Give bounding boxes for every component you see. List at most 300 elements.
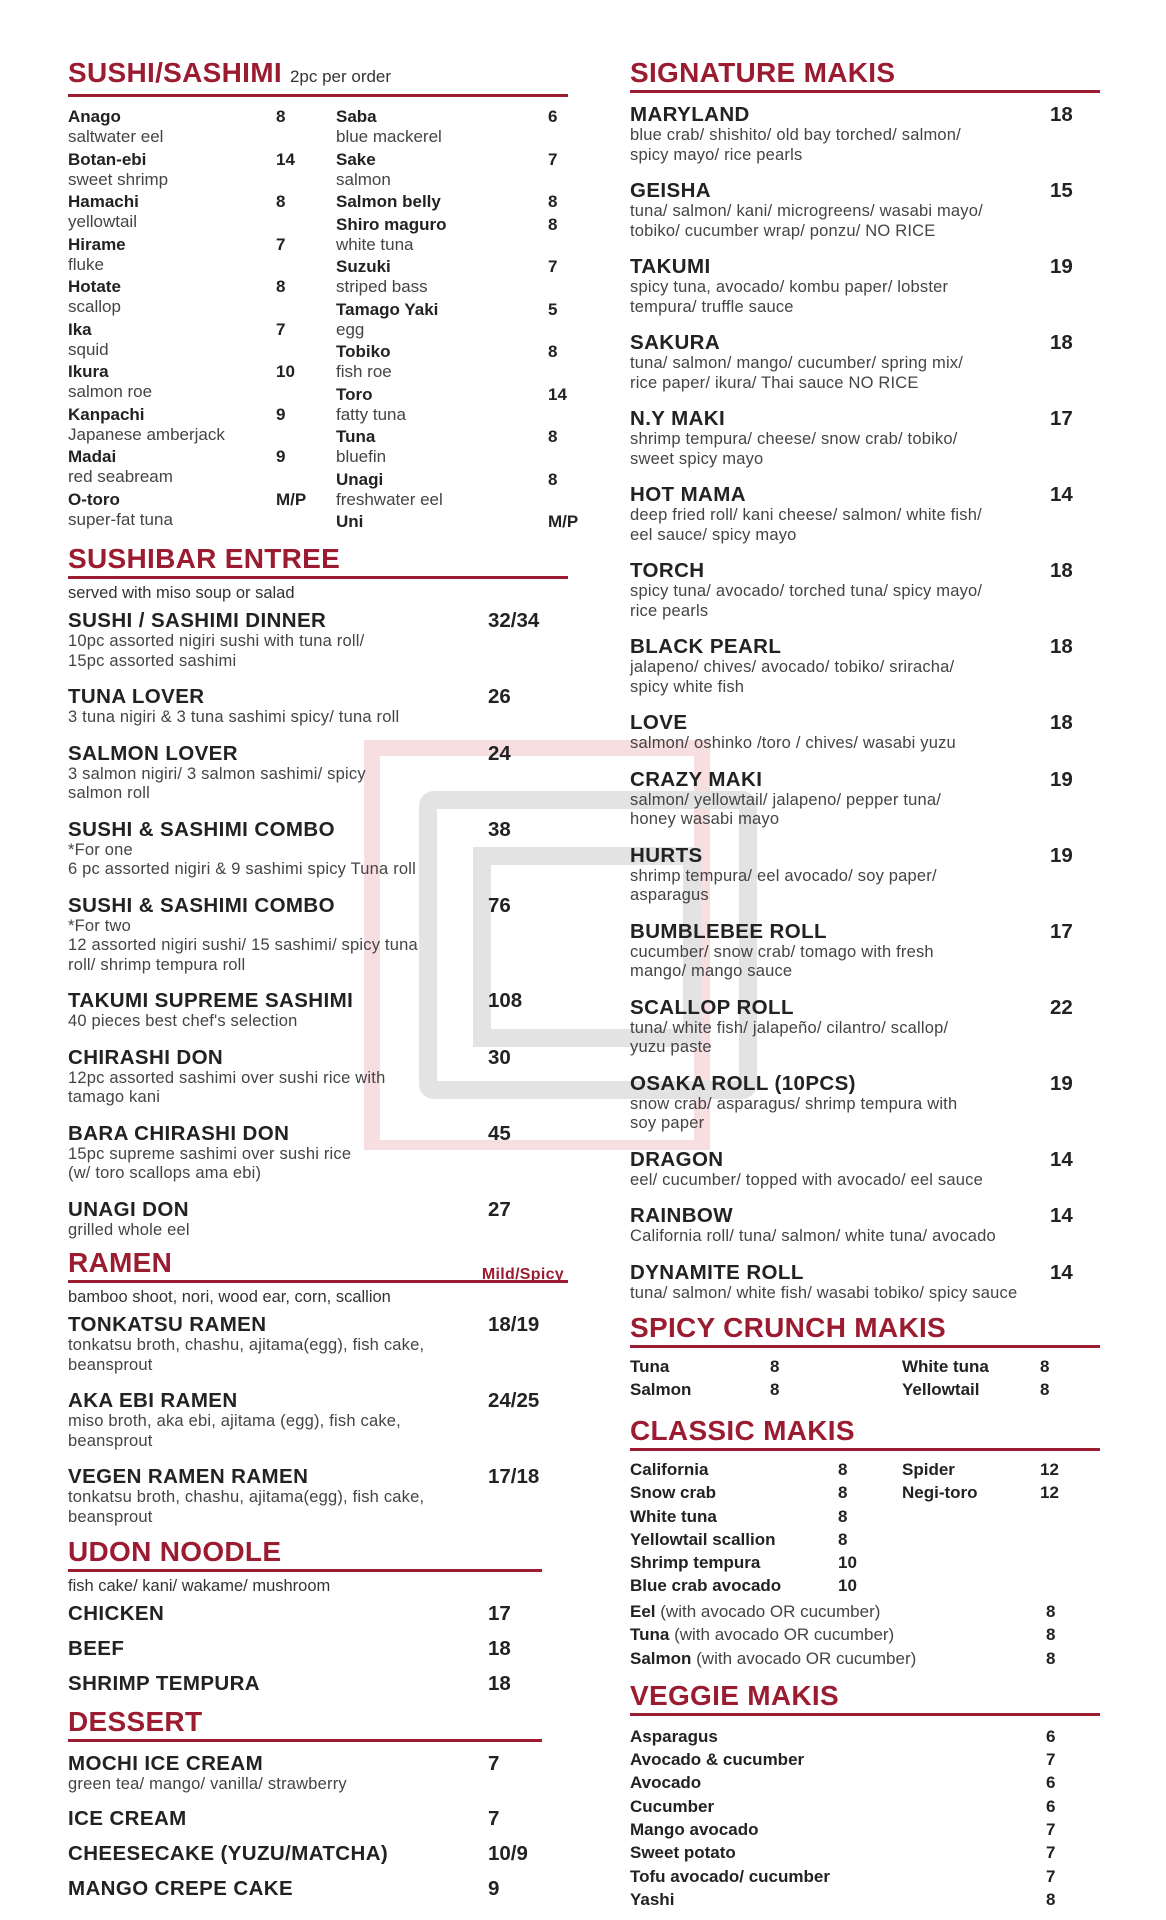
item-desc: fluke [68,254,104,274]
section-note: 2pc per order [289,67,392,86]
list-row [902,1482,1062,1505]
item-note: (with avocado OR cucumber) [691,1648,917,1668]
item-name: OSAKA ROLL (10PCS) [630,1071,856,1095]
menu-item [68,1122,568,1184]
menu-item [630,483,1100,545]
item-name: Avocado & cucumber [630,1750,805,1770]
item-name: Tuna [630,1357,670,1376]
item-price: 7 [1046,1820,1056,1840]
menu-item [68,685,568,728]
item-desc: striped bass [336,277,428,296]
item-price: 8 [770,1357,780,1376]
item-desc: blue crab/ shishito/ old bay torched/ salmon/ [630,126,961,144]
item-price: 76 [488,893,511,917]
menu-item [630,407,1100,469]
item-desc: yuzu paste [630,1038,712,1056]
section-subtitle: served with miso soup or salad [68,584,295,602]
menu-item [68,1465,568,1527]
item-name: Salmon belly [336,192,441,211]
sushi-item [336,512,580,535]
sushi-sashimi-section [68,57,579,532]
item-desc: tuna/ salmon/ kani/ microgreens/ wasabi mayo/ [630,202,983,220]
item-name: TAKUMI SUPREME SASHIMI [68,989,354,1012]
item-name: SUSHI & SASHIMI COMBO [68,817,335,841]
item-price: 8 [1040,1357,1050,1376]
item-name: Sweet potato [630,1843,736,1863]
item-desc: eel/ cucumber/ topped with avocado/ eel sauce [630,1170,983,1189]
item-name: Toro [336,384,373,404]
section-title: UDON NOODLE [68,1537,542,1572]
item-price: 14 [1050,483,1073,506]
list-row [630,1819,1062,1842]
item-desc: blue mackerel [336,127,442,146]
item-desc: *For two [68,916,132,935]
sushi-item [68,362,308,405]
menu-item [68,894,568,976]
item-name: O-toro [68,489,120,509]
item-price: 7 [1046,1750,1056,1770]
item-name: AKA EBI RAMEN [68,1389,238,1412]
item-name: CHEESECAKE (YUZU/MATCHA) [68,1841,389,1865]
item-price: 15 [1050,179,1073,202]
item-price: 6 [548,107,558,126]
item-price: 8 [1046,1889,1056,1909]
dessert-list [68,1752,542,1900]
item-price: 32/34 [488,609,540,632]
item-desc: 3 salmon nigiri/ 3 salmon sashimi/ spicy [68,764,366,783]
item-price: 10/9 [488,1841,528,1865]
item-desc: rice paper/ ikura/ Thai sauce NO RICE [630,373,919,392]
item-name: Shrimp tempura [630,1553,761,1573]
item-desc: asparagus [630,886,709,904]
item-price: 10 [276,362,295,381]
item-name: Suzuki [336,257,391,276]
list-row [630,1552,857,1575]
item-price: 17/18 [488,1465,540,1488]
item-name: RAINBOW [630,1204,734,1227]
menu-item [68,609,568,671]
spicy-crunch-section [630,1313,1100,1406]
item-price: 6 [1046,1726,1056,1746]
item-desc: tuna/ salmon/ white fish/ wasabi tobiko/ spicy sauce [630,1283,1018,1302]
item-name: SUSHI / SASHIMI DINNER [68,609,327,632]
item-name: BARA CHIRASHI DON [68,1121,290,1145]
section-title: SPICY CRUNCH MAKIS [630,1313,1100,1348]
item-price: 8 [838,1483,848,1503]
item-price: 24 [488,741,511,765]
item-desc: shrimp tempura/ cheese/ snow crab/ tobiko/ [630,430,958,448]
list-row [630,1575,857,1598]
item-name: Yashi [630,1889,675,1909]
item-price: 18/19 [488,1313,540,1336]
item-name: Sake [336,149,376,169]
item-name: Anago [68,107,121,126]
item-desc: honey wasabi mayo [630,810,780,828]
section-subtitle: bamboo shoot, nori, wood ear, corn, scallion [68,1288,391,1306]
item-name: Eel (with avocado OR cucumber) [630,1602,881,1621]
item-price: 14 [1050,1260,1073,1284]
item-price: 8 [1040,1380,1050,1400]
menu-item [630,635,1100,697]
list-row [630,1624,1062,1647]
item-name: White tuna [630,1506,717,1526]
sushi-item [68,320,308,363]
sushi-item [68,447,308,490]
item-name: Cucumber [630,1796,715,1816]
classic-makis-section [630,1416,1100,1671]
item-note: (with avocado OR cucumber) [669,1625,895,1645]
item-price: 5 [548,299,558,319]
menu-item [68,1389,568,1451]
item-name: Negi-toro [902,1483,978,1503]
item-desc: tonkatsu broth, chashu, ajitama(egg), fish cake, [68,1488,425,1506]
item-desc: soy paper [630,1114,705,1132]
item-price: 7 [276,234,286,254]
sushi-item [336,385,580,428]
sushi-item [336,192,580,215]
item-desc: deep fried roll/ kani cheese/ salmon/ white fish/ [630,506,982,524]
item-name: CRAZY MAKI [630,767,763,791]
menu-item [68,989,568,1032]
ramen-list [68,1313,568,1527]
sushi-item [68,490,308,533]
dessert-section [68,1707,542,1900]
item-name: Spider [902,1460,955,1479]
item-price: 14 [1050,1147,1073,1171]
item-name: SALMON LOVER [68,741,238,765]
item-name: LOVE [630,711,688,734]
list-row [630,1379,780,1402]
item-price: 22 [1050,995,1073,1019]
item-name: GEISHA [630,179,711,202]
item-name: DYNAMITE ROLL [630,1260,804,1284]
item-price: 24/25 [488,1389,540,1412]
item-price: 14 [548,384,567,404]
menu-item [68,742,568,804]
section-title: SUSHI/SASHIMI 2pc per order [68,58,568,97]
item-name: MARYLAND [630,103,750,126]
item-desc: beansprout [68,1355,153,1374]
item-price: 7 [1046,1843,1056,1863]
item-name: TONKATSU RAMEN [68,1313,267,1336]
item-desc: spicy tuna/ avocado/ torched tuna/ spicy mayo/ [630,582,983,600]
item-desc: scallop [68,297,121,316]
item-name: SUSHI & SASHIMI COMBO [68,893,335,917]
menu-item [68,1198,568,1241]
item-price: 19 [1050,843,1073,867]
menu-item [68,1313,568,1375]
list-row [630,1506,852,1529]
list-row [630,1482,852,1505]
item-name: Ika [68,319,92,339]
item-price: 8 [548,192,558,211]
list-row [902,1459,1062,1482]
menu-item [630,179,1100,241]
item-desc: saltwater eel [68,127,164,146]
item-price: 7 [1046,1866,1056,1886]
menu-item [630,103,1100,165]
sushi-item [336,427,580,470]
item-name: BLACK PEARL [630,635,782,658]
item-name: SCALLOP ROLL [630,995,794,1019]
item-price: 9 [276,447,286,466]
item-name: Shiro maguro [336,214,447,234]
item-desc: tonkatsu broth, chashu, ajitama(egg), fish cake, [68,1336,425,1354]
list-row [630,1726,1062,1749]
item-name: TUNA LOVER [68,685,205,708]
item-desc: spicy mayo/ rice pearls [630,145,803,164]
item-price: 7 [488,1752,500,1775]
item-desc: salmon [336,169,391,189]
item-desc: shrimp tempura/ eel avocado/ soy paper/ [630,866,937,885]
menu-item [68,1807,542,1830]
item-desc: white tuna [336,234,414,254]
sushi-item [68,235,308,278]
sushi-left-list [68,107,308,532]
item-price: 18 [1050,711,1073,734]
item-name: UNAGI DON [68,1197,189,1221]
section-title: RAMEN Mild/Spicy [68,1248,568,1283]
list-row [902,1356,1062,1379]
list-row [630,1842,1062,1865]
list-row [630,1459,852,1482]
menu-item [68,1672,542,1695]
udon-list [68,1602,542,1695]
item-price: 7 [276,319,286,339]
menu-item [630,1072,1100,1134]
item-name: SAKURA [630,331,721,354]
item-desc: (w/ toro scallops ama ebi) [68,1164,262,1182]
item-desc: fish roe [336,362,392,381]
right-column [630,58,1100,1912]
signature-makis-section [630,58,1100,1303]
item-desc: cucumber/ snow crab/ tomago with fresh [630,942,934,961]
item-name: Mango avocado [630,1820,759,1840]
item-name: Unagi [336,469,384,489]
item-desc: 40 pieces best chef's selection [68,1012,298,1030]
item-desc: beansprout [68,1507,153,1526]
item-price: 7 [548,149,558,169]
item-price: 26 [488,685,511,708]
item-name: Snow crab [630,1483,716,1503]
menu-item [68,818,568,880]
item-name: Tamago Yaki [336,299,439,319]
item-price: 18 [488,1672,511,1695]
item-name: Botan-ebi [68,149,147,169]
sushibar-entree-section [68,544,568,1240]
item-desc: salmon/ oshinko /toro / chives/ wasabi yuzu [630,734,956,752]
item-name: CHICKEN [68,1602,165,1625]
item-desc: tobiko/ cucumber wrap/ ponzu/ NO RICE [630,221,936,240]
veggie-makis-section [630,1681,1100,1912]
item-name: Tobiko [336,342,391,361]
item-price: 6 [1046,1773,1056,1793]
item-price: 27 [488,1197,511,1221]
item-price: 45 [488,1121,511,1145]
sushi-item [336,342,580,385]
list-row [630,1796,1062,1819]
ramen-spice-note: Mild/Spicy [481,1266,564,1283]
item-name: TORCH [630,559,705,582]
item-price: 19 [1050,255,1073,278]
item-desc: sweet shrimp [68,169,169,189]
item-price: 10 [838,1576,857,1596]
item-price: 108 [488,989,523,1012]
classic-left-list [630,1459,857,1599]
sushi-item [68,405,308,448]
item-desc: 12 assorted nigiri sushi/ 15 sashimi/ spicy tuna [68,936,418,954]
classic-right-list [902,1459,1062,1506]
list-row [630,1749,1062,1772]
item-price: 8 [838,1506,848,1526]
item-desc: Japanese amberjack [68,424,225,444]
item-price: 6 [1046,1796,1056,1816]
item-price: 17 [1050,407,1073,430]
section-title: CLASSIC MAKIS [630,1416,1100,1451]
item-price: 30 [488,1045,511,1069]
menu-item [630,255,1100,317]
item-price: 8 [276,192,286,211]
item-name: CHIRASHI DON [68,1045,224,1069]
item-price: 14 [276,149,295,169]
menu-item [630,1261,1100,1304]
item-desc: eel sauce/ spicy mayo [630,525,797,544]
item-price: 9 [488,1876,500,1900]
item-price: 17 [488,1602,511,1625]
list-row [630,1601,1062,1624]
item-price: 9 [276,404,286,424]
sushi-item [336,107,580,150]
item-desc: miso broth, aka ebi, ajitama (egg), fish cake, [68,1412,401,1430]
item-desc: California roll/ tuna/ salmon/ white tuna/ avocado [630,1227,996,1245]
sushi-right-list [336,107,580,535]
item-name: Salmon [630,1380,692,1400]
item-desc: jalapeno/ chives/ avocado/ tobiko/ sriracha/ [630,658,955,676]
item-price: 8 [1046,1648,1056,1668]
menu-item [68,1046,568,1108]
item-desc: bluefin [336,447,387,466]
item-price: M/P [548,512,579,531]
item-desc: tuna/ salmon/ mango/ cucumber/ spring mix/ [630,354,964,372]
item-desc: sweet spicy mayo [630,449,764,468]
list-row [630,1889,1062,1912]
item-price: 8 [1046,1602,1056,1621]
veggie-list [630,1726,1062,1912]
sushi-item [336,215,580,258]
item-name: MOCHI ICE CREAM [68,1752,264,1775]
item-name: N.Y MAKI [630,407,726,430]
item-name: Uni [336,512,364,531]
item-desc: red seabream [68,467,173,486]
menu-item [68,1602,542,1625]
item-price: 19 [1050,767,1073,791]
item-desc: yellowtail [68,212,137,231]
item-desc: salmon/ yellowtail/ jalapeno/ pepper tuna/ [630,790,942,809]
sushi-item [68,277,308,320]
item-desc: grilled whole eel [68,1220,190,1239]
item-desc: roll/ shrimp tempura roll [68,955,246,974]
sushi-grid [68,107,579,532]
item-desc: snow crab/ asparagus/ shrimp tempura with [630,1094,958,1113]
item-desc: 15pc supreme sashimi over sushi rice [68,1144,352,1163]
list-row [630,1648,1062,1671]
item-name: Hotate [68,277,121,296]
sushi-item [68,192,308,235]
menu-item [630,1204,1100,1247]
item-desc: beansprout [68,1431,153,1450]
item-price: 18 [1050,635,1073,658]
sushi-item [68,150,308,193]
item-name: Madai [68,447,117,466]
item-desc: 3 tuna nigiri & 3 tuna sashimi spicy/ tuna roll [68,708,400,726]
item-desc: mango/ mango sauce [630,962,793,980]
item-name: HOT MAMA [630,483,746,506]
item-price: 14 [1050,1204,1073,1227]
item-price: 12 [1040,1483,1059,1503]
udon-section [68,1537,542,1695]
menu-item [68,1752,542,1795]
entree-list [68,609,568,1240]
section-subtitle: fish cake/ kani/ wakame/ mushroom [68,1577,331,1595]
item-price: 12 [1040,1460,1059,1479]
item-desc: rice pearls [630,601,709,620]
item-name: Hirame [68,234,126,254]
menu-item [630,711,1100,754]
item-price: 8 [838,1529,848,1549]
item-name: Salmon (with avocado OR cucumber) [630,1648,917,1668]
item-name: Asparagus [630,1726,718,1746]
section-title: VEGGIE MAKIS [630,1681,1100,1716]
sushi-item [336,150,580,193]
item-price: 10 [838,1553,857,1573]
item-price: 8 [548,342,558,361]
sushi-item [336,300,580,343]
spicy-left-list [630,1356,780,1403]
item-price: 18 [1050,559,1073,582]
classic-wide-list [630,1601,1062,1671]
item-name: BEEF [68,1637,125,1660]
item-name: Tuna (with avocado OR cucumber) [630,1625,895,1645]
item-desc: spicy tuna, avocado/ kombu paper/ lobster [630,278,949,296]
item-price: 7 [548,257,558,276]
item-name: Hamachi [68,192,139,211]
item-desc: freshwater eel [336,489,443,509]
menu-item [630,559,1100,621]
section-title: DESSERT [68,1707,542,1742]
item-price: 8 [838,1460,848,1479]
item-name: DRAGON [630,1147,724,1171]
list-row [630,1356,780,1379]
item-price: 18 [488,1637,511,1660]
item-desc: tuna/ white fish/ jalapeño/ cilantro/ scallop/ [630,1018,949,1037]
item-desc: 10pc assorted nigiri sushi with tuna roll/ [68,632,365,650]
item-name: TAKUMI [630,255,711,278]
item-price: 8 [276,277,286,296]
item-desc: salmon roe [68,382,153,401]
item-name: Yellowtail scallion [630,1529,776,1549]
sushi-item [336,257,580,300]
item-price: 19 [1050,1071,1073,1095]
item-desc: super-fat tuna [68,509,173,529]
item-name: Kanpachi [68,404,145,424]
menu-item [630,768,1100,830]
sushi-item [336,470,580,513]
item-name: VEGEN RAMEN RAMEN [68,1465,309,1488]
item-price: 8 [770,1380,780,1400]
menu-item [68,1637,542,1660]
section-title: SIGNATURE MAKIS [630,58,1100,93]
item-desc: tamago kani [68,1088,161,1106]
